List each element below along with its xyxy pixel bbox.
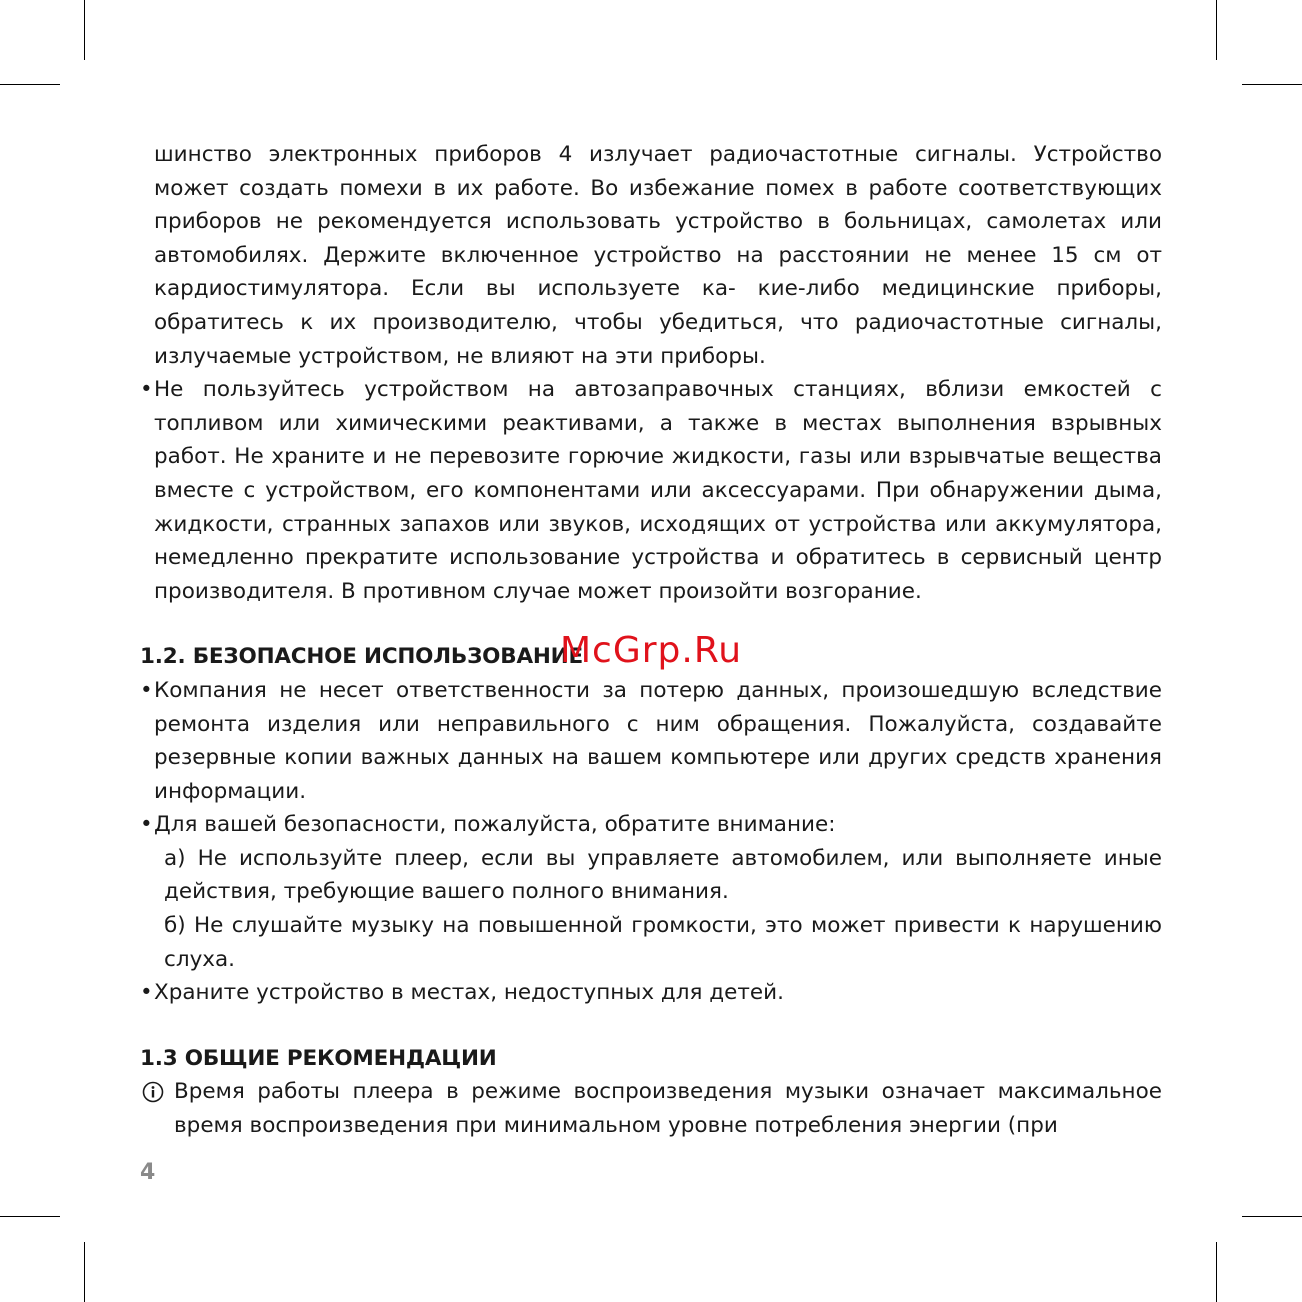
safety-item-a: а) Не используйте плеер, если вы управляете автомобилем, или выполняете иные действия, требующие вашего полного внимания. [164,845,1162,905]
crop-mark-bottom-left [84,1242,85,1302]
bullet-children: • Храните устройство в местах, недоступных для детей. [140,976,1162,1010]
crop-mark-bottom-right [1216,1242,1217,1302]
bullet-data-loss: • Компания не несет ответственности за потерю данных, произошедшую вследствие ремонта изделия или неправильного с ним обращения. Пожалуйста, создавайте резервные копии важных данных на вашем компьютере или других средств хранения информации. [140,674,1162,808]
watermark-logo: McGrp.Ru [560,630,743,671]
crop-mark-bottom-right-h [1242,1216,1302,1217]
info-note-text: Время работы плеера в режиме воспроизведения музыки означает максимальное время воспроизведения при минимальном уровне потребления энергии (при [174,1079,1162,1139]
section-heading-1-3: 1.3 ОБЩИЕ РЕКОМЕНДАЦИИ [140,1045,497,1071]
safety-item-b: б) Не слушайте музыку на повышенной громкости, это может привести к нарушению слуха. [164,913,1162,972]
crop-mark-top-right [1216,0,1217,60]
paragraph-intro: шинство электронных приборов 4 излучает радиочастотные сигналы. Устройство может создать помехи в их работе. Во избежание помех в работе соответствующих приборов не рекомендуется использовать устройство в больницах, самолетах или автомобилях. Держите включенное устройство на расстоянии не менее 15 см от кардиостимулятора. Если вы используете ка- кие-либо медицинские приборы, обратитесь к их производителю, чтобы убедиться, что радиочастотные сигналы, излучаемые устройством, не влияют на эти приборы. [154,142,1162,369]
info-note [140,1075,1162,1142]
page-number: 4 [140,1160,156,1185]
info-circle-icon [142,1081,164,1103]
crop-mark-top-left-h [0,84,60,85]
bullet-fuel: • Не пользуйтесь устройством на автозаправочных станциях, вблизи емкостей с топливом или химическими реактивами, а также в местах выполнения взрывных работ. Не храните и не перевозите горючие жидкости, газы или взрывчатые вещества вместе с устройством, его компонентами или аксессуарами. При обнаружении дыма, жидкости, странных запахов или звуков, исходящих от устройства или аккумулятора, немедленно прекратите использование устройства и обратитесь в сервисный центр производителя. В противном случае может произойти возгорание. [140,373,1162,608]
crop-mark-top-left [84,0,85,60]
crop-mark-bottom-left-h [0,1216,60,1217]
bullet-safety: • Для вашей безопасности, пожалуйста, обратите внимание: [140,808,1162,842]
crop-mark-top-right-h [1242,84,1302,85]
section-heading-1-2: 1.2. БЕЗОПАСНОЕ ИСПОЛЬЗОВАНИЕ [140,644,583,670]
